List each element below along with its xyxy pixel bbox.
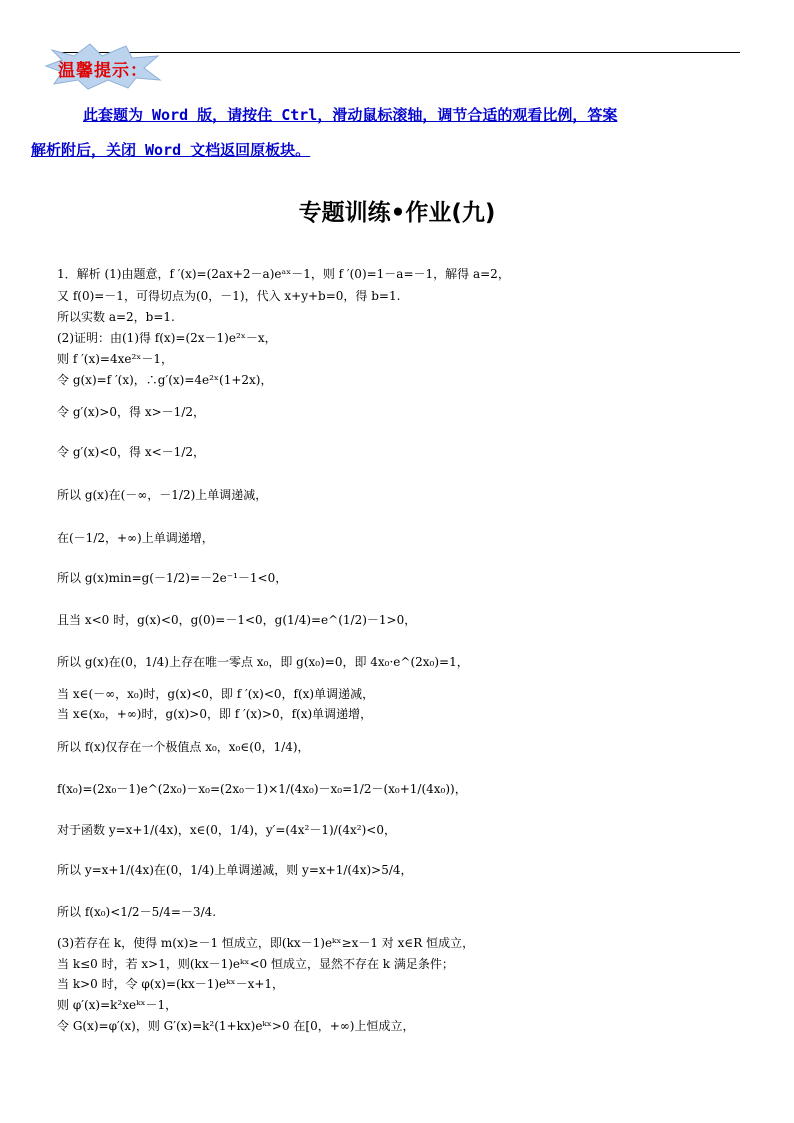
solution-line: 对于函数 y=x+1/(4x)，x∈(0，1/4)，y′=(4x²－1)/(4x²)<0，: [57, 823, 396, 837]
tip-label: 温馨提示：: [58, 61, 148, 81]
solution-line: 所以 g(x)在(0，1/4)上存在唯一零点 x₀，即 g(x₀)=0，即 4x₀·e^(2x₀)=1，: [57, 655, 469, 669]
solution-line: 令 g(x)=f ′(x)，∴g′(x)=4e²ˣ(1+2x)，: [57, 373, 273, 387]
solution-line: (2)证明：由(1)得 f(x)=(2x－1)e²ˣ－x，: [57, 331, 277, 345]
solution-line: f(x₀)=(2x₀－1)e^(2x₀)－x₀=(2x₀－1)×1/(4x₀)－x₀=1/2－(x₀+1/(4x₀))，: [57, 782, 467, 796]
solution-line: 所以 f(x)仅存在一个极值点 x₀，x₀∈(0，1/4)，: [57, 740, 310, 754]
solution-line: 令 G(x)=φ′(x)，则 G′(x)=k²(1+kx)eᵏˣ>0 在[0，+∞)上恒成立，: [57, 1019, 415, 1033]
solution-line: 且当 x<0 时，g(x)<0，g(0)=－1<0，g(1/4)=e^(1/2)－1>0，: [57, 613, 417, 627]
notice-line-2: 解析附后，关闭 Word 文档返回原板块。: [31, 141, 311, 159]
solution-line: 则 φ′(x)=k²xeᵏˣ－1，: [57, 998, 178, 1012]
solution-line: 令 g′(x)<0，得 x<－1/2，: [57, 445, 205, 459]
solution-line: 当 k≤0 时，若 x>1，则(kx－1)eᵏˣ<0 恒成立，显然不存在 k 满足条件；: [57, 957, 454, 971]
solution-line: 所以 g(x)在(－∞，－1/2)上单调递减，: [57, 488, 268, 502]
solution-line: 当 x∈(－∞，x₀)时，g(x)<0，即 f ′(x)<0，f(x)单调递减，: [57, 687, 375, 701]
solution-line: 所以 g(x)min=g(－1/2)=－2e⁻¹－1<0，: [57, 571, 288, 585]
solution-line: 令 g′(x)>0，得 x>－1/2，: [57, 405, 205, 419]
tip-badge: [44, 42, 164, 90]
solution-line: 1．解析 (1)由题意，f ′(x)=(2ax+2－a)eᵃˣ－1，则 f ′(0)=1－a=－1，解得 a=2，: [57, 267, 510, 281]
notice-line-1: 此套题为 Word 版，请按住 Ctrl，滑动鼠标滚轴，调节合适的观看比例，答案: [83, 106, 618, 124]
solution-line: (3)若存在 k，使得 m(x)≥－1 恒成立，即(kx－1)eᵏˣ≥x－1 对 x∈R 恒成立，: [57, 936, 475, 950]
page-title: 专题训练•作业(九): [298, 200, 496, 226]
word-notice: [31, 98, 742, 168]
solution-line: 又 f(0)=－1，可得切点为(0，－1)，代入 x+y+b=0，得 b=1.: [57, 289, 401, 303]
solution-line: 当 k>0 时，令 φ(x)=(kx－1)eᵏˣ－x+1，: [57, 977, 285, 991]
solution-line: 则 f ′(x)=4xe²ˣ－1，: [57, 352, 174, 366]
solution-line: 所以 y=x+1/(4x)在(0，1/4)上单调递减，则 y=x+1/(4x)>5/4，: [57, 863, 413, 877]
solution-line: 所以 f(x₀)<1/2－5/4=－3/4.: [57, 905, 217, 919]
solution-line: 当 x∈(x₀，+∞)时，g(x)>0，即 f ′(x)>0，f(x)单调递增，: [57, 707, 373, 721]
solution-line: 在(－1/2，+∞)上单调递增，: [57, 531, 214, 545]
solution-line: 所以实数 a=2，b=1.: [57, 310, 175, 324]
